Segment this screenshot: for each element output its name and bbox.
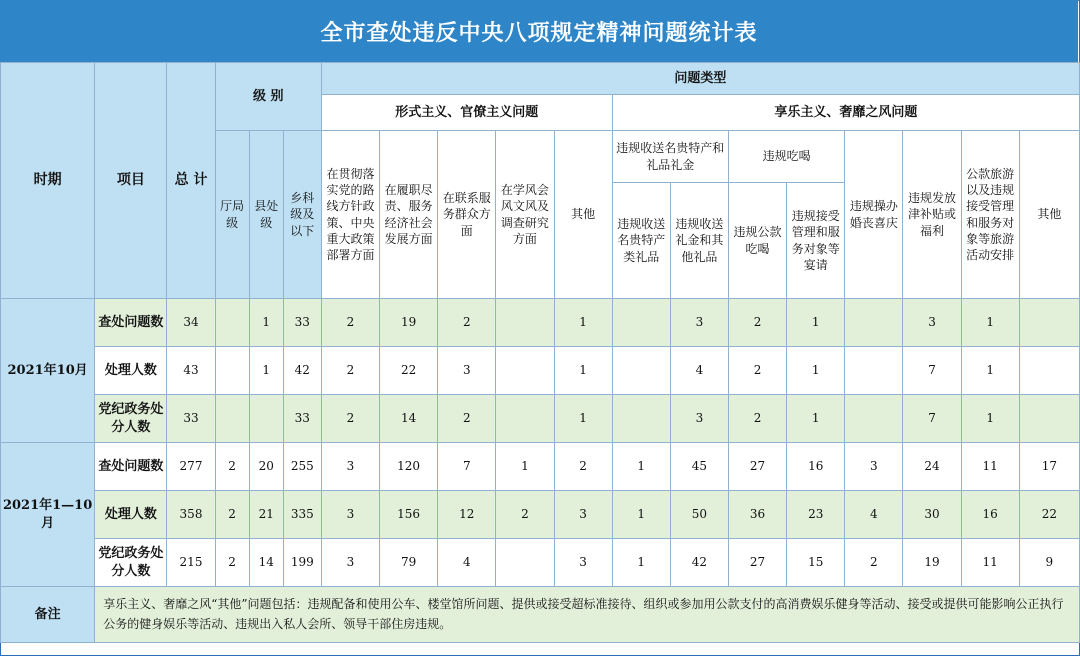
cell: 3 <box>845 443 903 491</box>
header-period: 时期 <box>1 63 95 299</box>
cell: 42 <box>670 539 728 587</box>
cell: 1 <box>961 395 1019 443</box>
note-text: 享乐主义、奢靡之风“其他”问题包括：违规配备和使用公车、楼堂馆所问题、提供或接受超标准接待、组织或参加用公款支付的高消费娱乐健身等活动、接受或提供可能影响公正执行公务的健身娱乐等活动、违规出入私人会所、领导干部住房违规。 <box>95 587 1080 643</box>
statistics-table <box>0 62 1080 643</box>
cell: 21 <box>249 491 283 539</box>
header-total: 总 计 <box>167 63 215 299</box>
cell: 2 <box>215 491 249 539</box>
cell: 2 <box>321 299 379 347</box>
row-item: 党纪政务处分人数 <box>95 539 167 587</box>
header-hedonism-other: 其他 <box>1019 131 1079 299</box>
cell: 9 <box>1019 539 1079 587</box>
header-item: 项目 <box>95 63 167 299</box>
cell: 3 <box>670 395 728 443</box>
cell: 14 <box>380 395 438 443</box>
cell-total: 277 <box>167 443 215 491</box>
cell: 1 <box>554 299 612 347</box>
row-item: 查处问题数 <box>95 443 167 491</box>
cell: 2 <box>845 539 903 587</box>
cell: 22 <box>1019 491 1079 539</box>
cell: 27 <box>728 539 786 587</box>
header-dining-group: 违规吃喝 <box>728 131 844 183</box>
cell <box>612 299 670 347</box>
cell <box>496 395 554 443</box>
cell: 3 <box>903 299 961 347</box>
cell <box>1019 395 1079 443</box>
cell: 14 <box>249 539 283 587</box>
cell: 7 <box>903 395 961 443</box>
cell: 199 <box>283 539 321 587</box>
cell: 30 <box>903 491 961 539</box>
cell: 2 <box>215 443 249 491</box>
header-problem-type: 问题类型 <box>321 63 1079 95</box>
cell <box>845 299 903 347</box>
cell: 3 <box>321 491 379 539</box>
cell: 3 <box>554 491 612 539</box>
cell: 33 <box>283 299 321 347</box>
cell: 45 <box>670 443 728 491</box>
cell: 2 <box>728 299 786 347</box>
table-row <box>1 395 1080 443</box>
cell <box>496 539 554 587</box>
header-gift-money: 违规收送礼金和其他礼品 <box>670 183 728 299</box>
cell: 11 <box>961 443 1019 491</box>
cell <box>249 395 283 443</box>
cell: 3 <box>438 347 496 395</box>
cell: 36 <box>728 491 786 539</box>
row-item: 党纪政务处分人数 <box>95 395 167 443</box>
cell: 2 <box>496 491 554 539</box>
cell: 1 <box>787 299 845 347</box>
row-item: 处理人数 <box>95 491 167 539</box>
cell: 3 <box>321 539 379 587</box>
cell: 2 <box>438 299 496 347</box>
cell: 2 <box>728 395 786 443</box>
cell: 16 <box>961 491 1019 539</box>
cell: 3 <box>554 539 612 587</box>
cell: 4 <box>670 347 728 395</box>
cell <box>1019 299 1079 347</box>
cell-total: 43 <box>167 347 215 395</box>
header-gift-specialty: 违规收送名贵特产类礼品 <box>612 183 670 299</box>
header-formalism-policy: 在贯彻落实党的路线方针政策、中央重大政策部署方面 <box>321 131 379 299</box>
cell: 3 <box>321 443 379 491</box>
row-item: 查处问题数 <box>95 299 167 347</box>
cell: 4 <box>845 491 903 539</box>
cell: 4 <box>438 539 496 587</box>
header-wedding-funeral: 违规操办婚丧喜庆 <box>845 131 903 299</box>
cell: 1 <box>496 443 554 491</box>
cell-total: 33 <box>167 395 215 443</box>
cell: 19 <box>380 299 438 347</box>
cell: 2 <box>321 347 379 395</box>
header-tourism: 公款旅游以及违规接受管理和服务对象等旅游活动安排 <box>961 131 1019 299</box>
cell <box>1019 347 1079 395</box>
header-formalism-masses: 在联系服务群众方面 <box>438 131 496 299</box>
cell: 3 <box>670 299 728 347</box>
cell <box>496 347 554 395</box>
cell: 255 <box>283 443 321 491</box>
cell: 1 <box>554 347 612 395</box>
cell: 23 <box>787 491 845 539</box>
cell: 7 <box>903 347 961 395</box>
cell: 33 <box>283 395 321 443</box>
header-gift-group: 违规收送名贵特产和礼品礼金 <box>612 131 728 183</box>
header-level: 级 别 <box>215 63 321 131</box>
cell: 2 <box>728 347 786 395</box>
cell: 79 <box>380 539 438 587</box>
cell: 2 <box>554 443 612 491</box>
cell: 1 <box>787 395 845 443</box>
cell: 1 <box>612 443 670 491</box>
note-row <box>1 587 1080 643</box>
cell: 1 <box>787 347 845 395</box>
header-formalism-other: 其他 <box>554 131 612 299</box>
period-label: 2021年1—10月 <box>1 443 95 587</box>
cell: 335 <box>283 491 321 539</box>
cell: 17 <box>1019 443 1079 491</box>
header-formalism-style: 在学风会风文风及调查研究方面 <box>496 131 554 299</box>
cell-total: 215 <box>167 539 215 587</box>
cell <box>496 299 554 347</box>
header-level-xian: 县处级 <box>249 131 283 299</box>
table-row <box>1 347 1080 395</box>
table-row <box>1 539 1080 587</box>
cell: 2 <box>438 395 496 443</box>
cell <box>612 347 670 395</box>
cell-total: 358 <box>167 491 215 539</box>
cell: 2 <box>321 395 379 443</box>
cell <box>215 395 249 443</box>
cell: 42 <box>283 347 321 395</box>
table-row <box>1 491 1080 539</box>
row-item: 处理人数 <box>95 347 167 395</box>
header-dining-public: 违规公款吃喝 <box>728 183 786 299</box>
header-hedonism: 享乐主义、奢靡之风问题 <box>612 95 1079 131</box>
cell: 1 <box>249 347 283 395</box>
header-level-ting: 厅局级 <box>215 131 249 299</box>
cell: 1 <box>961 347 1019 395</box>
cell: 1 <box>961 299 1019 347</box>
header-formalism-duty: 在履职尽责、服务经济社会发展方面 <box>380 131 438 299</box>
cell: 1 <box>612 539 670 587</box>
header-allowance: 违规发放津补贴或福利 <box>903 131 961 299</box>
cell: 22 <box>380 347 438 395</box>
cell: 1 <box>249 299 283 347</box>
cell: 15 <box>787 539 845 587</box>
cell: 7 <box>438 443 496 491</box>
cell: 156 <box>380 491 438 539</box>
cell: 50 <box>670 491 728 539</box>
cell <box>215 299 249 347</box>
cell <box>845 347 903 395</box>
header-formalism: 形式主义、官僚主义问题 <box>321 95 612 131</box>
cell <box>612 395 670 443</box>
cell: 1 <box>554 395 612 443</box>
cell <box>215 347 249 395</box>
cell <box>845 395 903 443</box>
table-row <box>1 443 1080 491</box>
cell: 2 <box>215 539 249 587</box>
cell: 120 <box>380 443 438 491</box>
header-dining-banquet: 违规接受管理和服务对象等宴请 <box>787 183 845 299</box>
cell: 20 <box>249 443 283 491</box>
cell: 1 <box>612 491 670 539</box>
cell: 16 <box>787 443 845 491</box>
cell: 19 <box>903 539 961 587</box>
table-row <box>1 299 1080 347</box>
cell: 24 <box>903 443 961 491</box>
note-label: 备注 <box>1 587 95 643</box>
page-title: 全市查处违反中央八项规定精神问题统计表 <box>0 0 1078 62</box>
cell: 27 <box>728 443 786 491</box>
header-level-xiang: 乡科级及以下 <box>283 131 321 299</box>
cell: 11 <box>961 539 1019 587</box>
cell: 12 <box>438 491 496 539</box>
cell-total: 34 <box>167 299 215 347</box>
period-label: 2021年10月 <box>1 299 95 443</box>
